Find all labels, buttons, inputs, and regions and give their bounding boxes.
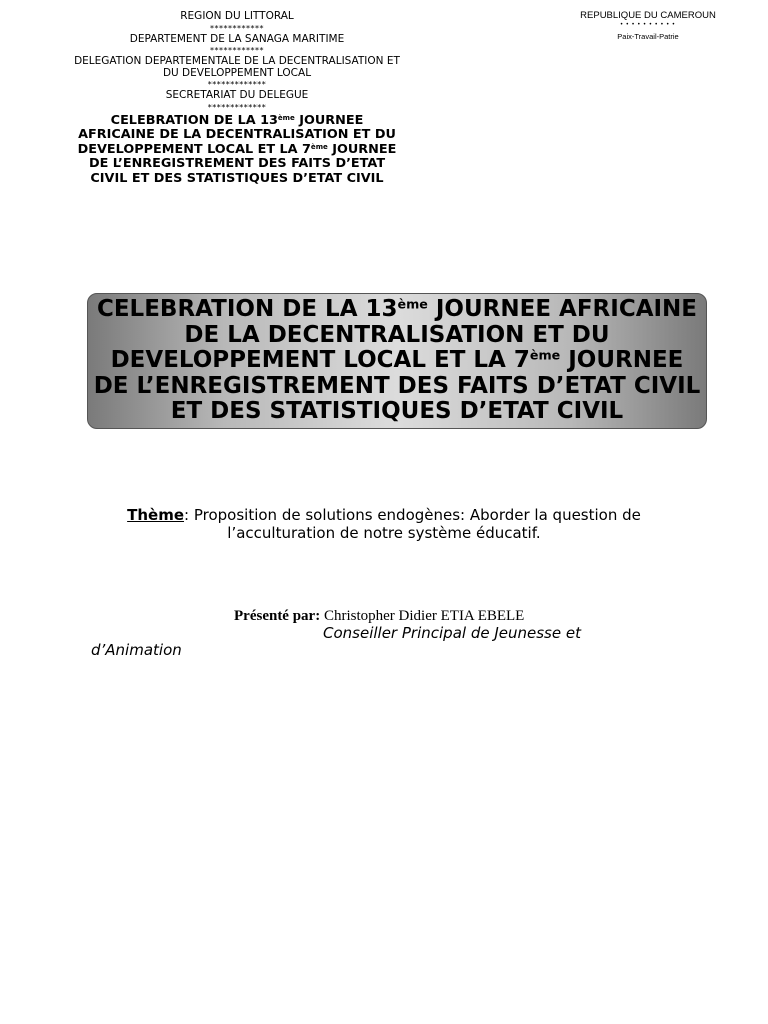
separator-stars: ************* [207,80,267,89]
presenter-role-line1: Conseiller Principal de Jeunesse et [323,624,581,642]
banner-text-part: JOURNEE DE L’ENREGISTREMENT DES FAITS D’ETAT CIVIL ET DES STATISTIQUES D’ETAT CIVIL [93,347,701,425]
title-superscript: ème [277,112,295,122]
separator-stars: ************ [210,23,264,33]
title-text: JOURNEE AFRICAINE DE LA DECENTRALISATION ET DU DEVELOPPEMENT LOCAL ET LA 7 [77,112,396,157]
title-superscript: ème [310,141,328,151]
title-text: CELEBRATION DE LA 13 [110,112,278,128]
banner-superscript: ème [397,296,428,312]
banner-superscript: ème [529,347,561,363]
presenter-line [234,608,524,625]
event-title-banner [87,293,707,429]
separator-stars: ************ [210,46,264,55]
republic-header [580,10,716,42]
theme-text: : Proposition de solutions endogènes: Aborder la question de l’acculturation de notre système éducatif. [184,506,641,542]
delegation-line: DELEGATION DEPARTEMENTALE DE LA DECENTRALISATION ET DU DEVELOPPEMENT LOCAL [74,55,400,79]
banner-text-part: JOURNEE AFRICAINE DE LA DECENTRALISATION ET DU DEVELOPPEMENT LOCAL ET LA 7 [110,296,698,374]
presenter-role-line2: d’Animation [91,641,182,659]
theme-paragraph [100,507,668,542]
region-line: REGION DU LITTORAL [180,10,294,22]
banner-text-part: CELEBRATION DE LA 13 [96,296,398,323]
separator-dots: • • • • • • • • • • [620,22,676,28]
presenter-name: Christopher Didier ETIA EBELE [320,608,525,624]
country-name: REPUBLIQUE DU CAMEROUN [580,10,716,21]
theme-label: Thème [127,506,185,524]
banner-title [88,297,706,425]
header-event-title [72,112,402,186]
title-text: JOURNEE DE L’ENREGISTREMENT DES FAITS D’ETAT CIVIL ET DES STATISTIQUES D’ETAT CIVIL [88,141,397,186]
presenter-label: Présenté par: [234,608,321,624]
administrative-header [72,10,402,186]
department-line: DEPARTEMENT DE LA SANAGA MARITIME [129,32,345,45]
secretariat-line: SECRETARIAT DU DELEGUE [165,89,309,101]
national-motto: Paix-Travail-Patrie [617,32,679,41]
separator-stars: ************* [207,102,267,112]
